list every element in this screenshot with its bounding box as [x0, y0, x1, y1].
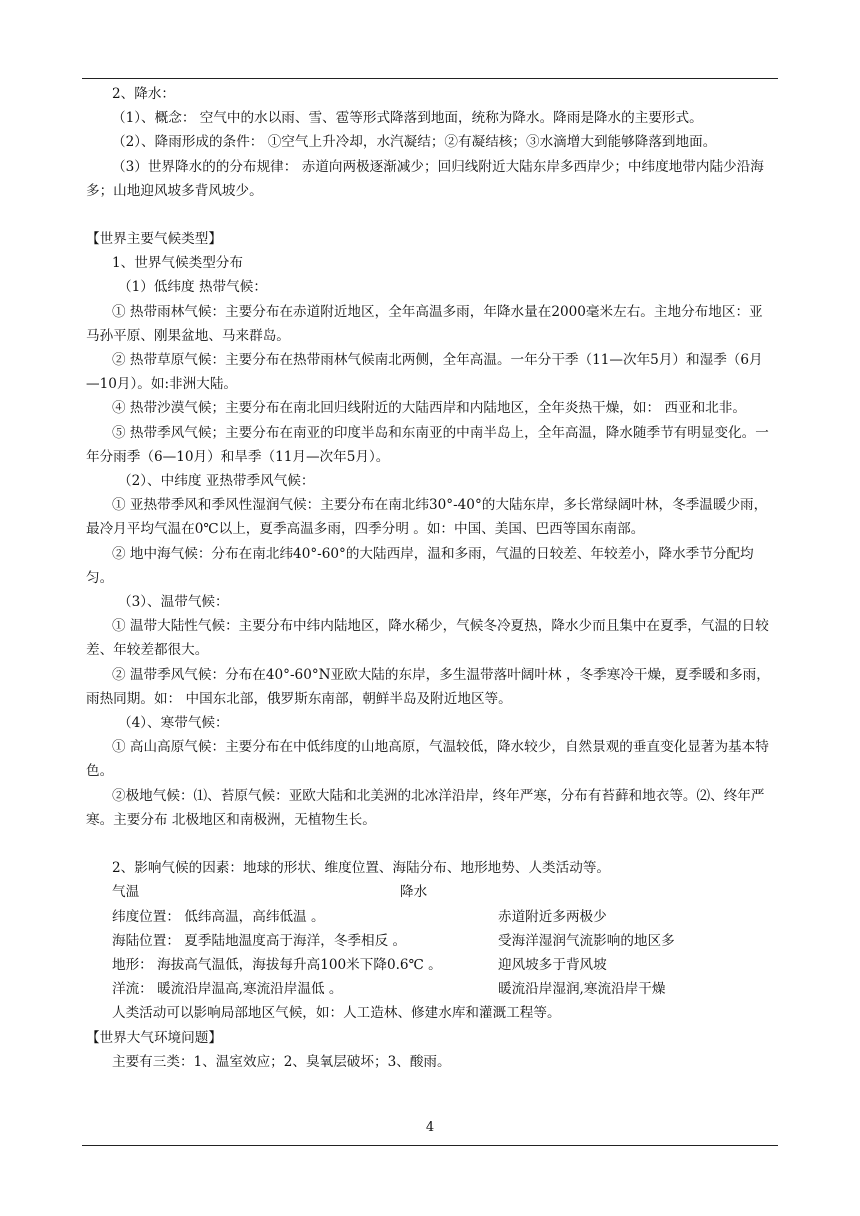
precip-item: （2）、降雨形成的条件： ①空气上升冷却，水汽凝结；②有凝结核；③水滴增大到能够降落到地面。 — [112, 134, 717, 151]
climate-item: ⑤ 热带季风气候；主要分布在南亚的印度半岛和东南亚的中南半岛上，全年高温，降水随季节有明显变化。一年分雨季（6—10月）和旱季（11月—次年5月）。 — [86, 424, 769, 465]
factor-precip: 赤道附近多两极少 — [498, 908, 607, 925]
factors-title: 2、影响气候的因素：地球的形状、维度位置、海陆分布、地形地势、人类活动等。 — [112, 860, 611, 877]
footer-rule — [82, 1145, 778, 1146]
subsection-title: 1、世界气候类型分布 — [112, 255, 243, 272]
page-number: 4 — [425, 1120, 435, 1135]
precip-title: 2、降水： — [112, 86, 176, 102]
group-title: （1）低纬度 热带气候： — [118, 279, 267, 296]
section-heading-climate: 【世界主要气候类型】 — [86, 231, 222, 248]
precip-item: （3）世界降水的的分布规律： 赤道向两极逐渐减少；回归线附近大陆东岸多西岸少；中纬度地带内陆少沿海多；山地迎风坡多背风坡少。 — [86, 158, 764, 199]
factor-row — [86, 929, 776, 953]
group-title: （2）、中纬度 亚热带季风气候： — [118, 473, 315, 490]
factor-precip: 迎风坡多于背风坡 — [498, 956, 607, 973]
section-heading-environment: 【世界大气环境问题】 — [86, 1029, 222, 1046]
human-activity-note: 人类活动可以影响局部地区气候，如：人工造林、修建水库和灌溉工程等。 — [112, 1005, 561, 1022]
factor-row — [86, 977, 776, 1001]
factor-precip: 受海洋湿润气流影响的地区多 — [498, 932, 675, 949]
factor-temp: 地形： 海拔高气温低，海拔每升高100米下降0.6℃ 。 — [112, 956, 442, 973]
climate-item: ② 温带季风气候：分布在40°-60°N亚欧大陆的东岸，多生温带落叶阔叶林 ，冬季寒冷干燥，夏季暖和多雨，雨热同期。如： 中国东北部，俄罗斯东南部，朝鲜半岛及附近地区等。 — [86, 666, 770, 707]
climate-item: ① 高山高原气候：主要分布在中低纬度的山地高原，气温较低，降水较少，自然景观的垂直变化显著为基本特色。 — [86, 739, 769, 780]
document-body — [86, 82, 776, 1074]
factor-temp: 海陆位置： 夏季陆地温度高于海洋，冬季相反 。 — [112, 932, 407, 949]
factor-row — [86, 905, 776, 929]
factors-header-row — [86, 880, 776, 904]
factor-temp: 纬度位置： 低纬高温，高纬低温 。 — [112, 908, 325, 925]
group-title: （4）、寒带气候： — [118, 715, 229, 732]
climate-item: ② 地中海气候：分布在南北纬40°-60°的大陆西岸，温和多雨，气温的日较差、年较差小，降水季节分配均匀。 — [86, 545, 754, 586]
climate-item: ① 亚热带季风和季风性湿润气候：主要分布在南北纬30°-40°的大陆东岸，多长常绿阔叶林，冬季温暖少雨，最冷月平均气温在0℃以上，夏季高温多雨，四季分明 。如：中国、美国、巴西等国东南部。 — [86, 497, 768, 538]
climate-item: ① 热带雨林气候：主要分布在赤道附近地区，全年高温多雨，年降水量在2000毫米左右。主地分布地区：亚马孙平原、刚果盆地、马来群岛。 — [86, 303, 763, 344]
climate-item: ②极地气候：⑴、苔原气候：亚欧大陆和北美洲的北冰洋沿岸，终年严寒，分布有苔藓和地衣等。⑵、终年严寒。主要分布 北极地区和南极洲，无植物生长。 — [86, 787, 765, 828]
environment-text: 主要有三类：1、温室效应；2、臭氧层破坏；3、酸雨。 — [112, 1053, 451, 1070]
factor-row — [86, 953, 776, 977]
climate-item: ④ 热带沙漠气候；主要分布在南北回归线附近的大陆西岸和内陆地区，全年炎热干燥，如： 西亚和北非。 — [112, 400, 746, 417]
climate-item: ② 热带草原气候：主要分布在热带雨林气候南北两侧，全年高温。一年分干季（11—次年5月）和湿季（6月—10月）。如:非洲大陆。 — [86, 352, 763, 393]
factor-precip: 暖流沿岸湿润,寒流沿岸干燥 — [498, 981, 666, 998]
header-rule — [82, 78, 778, 79]
precip-item: （1）、概念： 空气中的水以雨、雪、雹等形式降落到地面，统称为降水。降雨是降水的主要形式。 — [112, 110, 703, 127]
climate-item: ① 温带大陆性气候：主要分布中纬内陆地区，降水稀少，气候冬冷夏热，降水少而且集中在夏季，气温的日较差、年较差都很大。 — [86, 618, 769, 659]
factor-temp: 洋流： 暖流沿岸温高,寒流沿岸温低 。 — [112, 981, 343, 998]
column-header-temperature: 气温 — [112, 884, 140, 901]
group-title: （3）、温带气候： — [118, 594, 229, 611]
column-header-precipitation: 降水 — [400, 884, 428, 901]
